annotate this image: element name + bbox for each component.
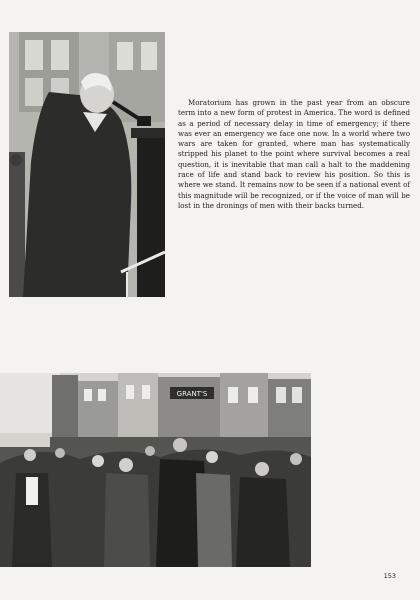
speaker-photo <box>9 32 165 297</box>
page-number: 153 <box>383 572 396 580</box>
march-photo-graphic <box>0 373 311 567</box>
storefront-sign: GRANT'S <box>176 390 208 398</box>
article-paragraph: Moratorium has grown in the past year from an obscure term into a new form of protest in America. The word is defined as a period of necessary delay in time of emergency; if there was ever an emergency we face one now. In a world where two wars are taken for granted, where man has systematically stripped his planet to the point where survival becomes a real question, it is inevitable that man call a halt to the maddening race of life and stand back to review his position. So this is where we stand. It remains now to be seen if a national event of this magnitude will be recognized, or if the voice of man will be lost in the dronings of men with their backs turned. <box>178 98 410 210</box>
speaker-photo-graphic <box>9 32 165 297</box>
march-photo <box>0 373 311 567</box>
